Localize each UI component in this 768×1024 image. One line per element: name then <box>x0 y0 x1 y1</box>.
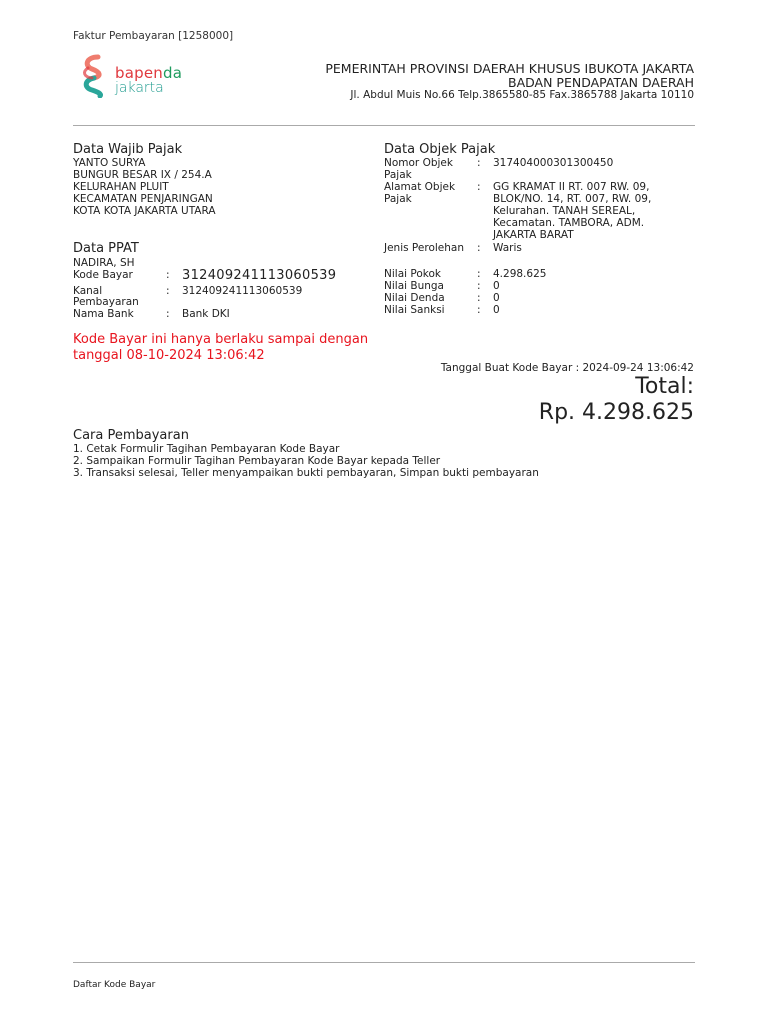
alamat-label-2: Pajak <box>384 193 412 205</box>
header-line-2: BADAN PENDAPATAN DAERAH <box>508 75 694 90</box>
alamat-colon: : <box>477 181 481 193</box>
pokok-label: Nilai Pokok <box>384 268 441 280</box>
kode-bayar-value: 312409241113060539 <box>182 268 337 283</box>
nop-label-1: Nomor Objek <box>384 157 453 169</box>
alamat-line: BLOK/NO. 14, RT. 007, RW. 09, <box>493 193 652 205</box>
header-divider <box>73 125 695 126</box>
alamat-line: Kelurahan. TANAH SEREAL, <box>493 205 636 217</box>
footer-text: Daftar Kode Bayar <box>73 980 156 990</box>
header-line-1: PEMERINTAH PROVINSI DAERAH KHUSUS IBUKOTA JAKARTA <box>325 61 694 76</box>
wajib-pajak-title: Data Wajib Pajak <box>73 142 183 157</box>
denda-colon: : <box>477 292 481 304</box>
total-value: Rp. 4.298.625 <box>538 400 694 425</box>
bank-value: Bank DKI <box>182 308 230 320</box>
sanksi-colon: : <box>477 304 481 316</box>
cara-pembayaran-title: Cara Pembayaran <box>73 428 189 443</box>
validity-warning: Kode Bayar ini hanya berlaku sampai dengan tanggal 08-10-2024 13:06:42 <box>73 332 369 363</box>
kanal-colon: : <box>166 285 170 297</box>
footer-divider <box>73 962 695 963</box>
kanal-label-1: Kanal <box>73 285 103 297</box>
bunga-value: 0 <box>493 280 500 292</box>
alamat-line: GG KRAMAT II RT. 007 RW. 09, <box>493 181 650 193</box>
alamat-label-1: Alamat Objek <box>384 181 456 193</box>
wajib-pajak-line: BUNGUR BESAR IX / 254.A <box>73 169 212 181</box>
denda-value: 0 <box>493 292 500 304</box>
payment-step: 3. Transaksi selesai, Teller menyampaikan bukti pembayaran, Simpan bukti pembayaran <box>73 467 539 479</box>
kanal-value: 312409241113060539 <box>182 285 303 297</box>
alamat-line: Kecamatan. TAMBORA, ADM. <box>493 217 645 229</box>
alamat-value <box>493 181 651 241</box>
bunga-label: Nilai Bunga <box>384 280 444 292</box>
document-title: Faktur Pembayaran [1258000] <box>73 30 234 42</box>
payment-step: 1. Cetak Formulir Tagihan Pembayaran Kode Bayar <box>73 443 340 455</box>
sanksi-value: 0 <box>493 304 500 316</box>
perolehan-colon: : <box>477 242 481 254</box>
bapenda-logo-icon <box>78 54 112 98</box>
objek-pajak-title: Data Objek Pajak <box>384 142 496 157</box>
ppat-name: NADIRA, SH <box>73 257 135 269</box>
kode-bayar-colon: : <box>166 269 170 281</box>
logo-wordmark-part1: bapen <box>115 64 163 82</box>
nop-label-2: Pajak <box>384 169 412 181</box>
perolehan-label: Jenis Perolehan <box>384 242 464 254</box>
nop-value: 317404000301300450 <box>493 157 614 169</box>
bank-label: Nama Bank <box>73 308 134 320</box>
perolehan-value: Waris <box>493 242 522 254</box>
total-label: Total: <box>635 374 694 399</box>
payment-step: 2. Sampaikan Formulir Tagihan Pembayaran Kode Bayar kepada Teller <box>73 455 441 467</box>
ppat-title: Data PPAT <box>73 241 139 256</box>
wajib-pajak-details <box>73 157 216 217</box>
denda-label: Nilai Denda <box>384 292 445 304</box>
wajib-pajak-line: KELURAHAN PLUIT <box>73 181 169 193</box>
sanksi-label: Nilai Sanksi <box>384 304 445 316</box>
wajib-pajak-line: YANTO SURYA <box>73 157 146 169</box>
kanal-label-2: Pembayaran <box>73 296 139 308</box>
bank-colon: : <box>166 308 170 320</box>
header-address: Jl. Abdul Muis No.66 Telp.3865580-85 Fax.3865788 Jakarta 10110 <box>350 89 694 101</box>
pokok-colon: : <box>477 268 481 280</box>
wajib-pajak-line: KECAMATAN PENJARINGAN <box>73 193 213 205</box>
wajib-pajak-line: KOTA KOTA JAKARTA UTARA <box>73 205 216 217</box>
alamat-line: JAKARTA BARAT <box>493 229 574 241</box>
payment-steps <box>73 443 539 479</box>
pokok-value: 4.298.625 <box>493 268 547 280</box>
nop-colon: : <box>477 157 481 169</box>
kode-bayar-label: Kode Bayar <box>73 269 133 281</box>
logo-wordmark-part2: da <box>162 64 183 82</box>
bunga-colon: : <box>477 280 481 292</box>
generated-date: Tanggal Buat Kode Bayar : 2024-09-24 13:06:42 <box>440 362 694 374</box>
logo-subtext: jakarta <box>115 80 164 96</box>
